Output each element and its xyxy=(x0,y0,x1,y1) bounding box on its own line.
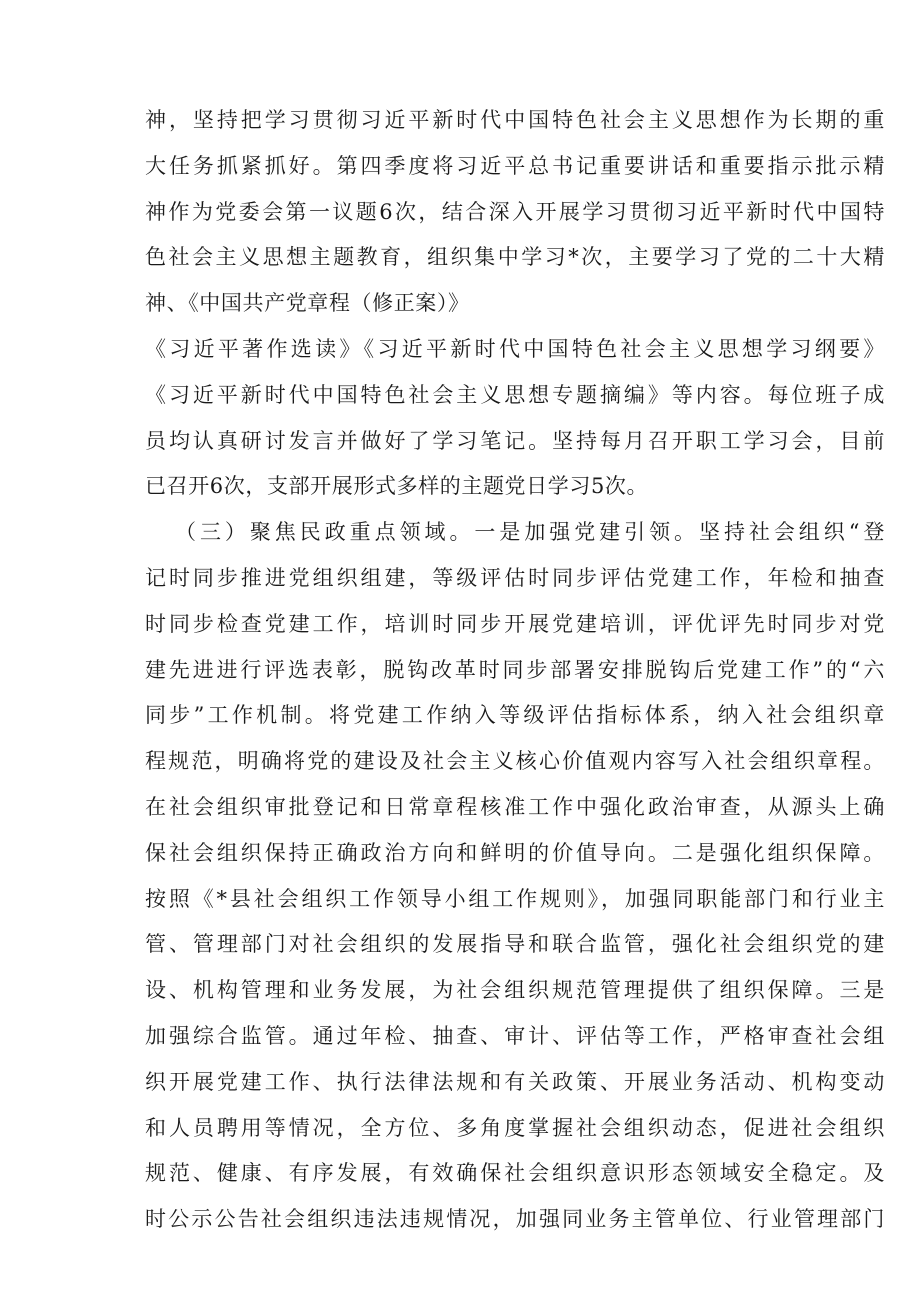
text-line: 加强综合监管。通过年检、抽查、审计、评估等工作，严格审查社会组 xyxy=(145,1023,885,1048)
text-line: 已召开6次，支部开展形式多样的主题党日学习5次。 xyxy=(145,474,649,499)
text-line: 在社会组织审批登记和日常章程核准工作中强化政治审查，从源头上确 xyxy=(145,794,885,819)
text-line: 程规范，明确将党的建设及社会主义核心价值观内容写入社会组织章程。 xyxy=(145,749,885,774)
text-line: 管、管理部门对社会组织的发展指导和联合监管，强化社会组织党的建 xyxy=(145,932,885,957)
text-line: 同步”工作机制。将党建工作纳入等级评估指标体系，纳入社会组织章 xyxy=(145,703,885,728)
body-text xyxy=(145,98,885,1243)
text-line: 织开展党建工作、执行法律法规和有关政策、开展业务活动、机构变动 xyxy=(145,1069,885,1094)
text-line: 时公示公告社会组织违法违规情况，加强同业务主管单位、行业管理部门 xyxy=(145,1207,885,1232)
text-line: 神，坚持把学习贯彻习近平新时代中国特色社会主义思想作为长期的重 xyxy=(145,108,885,132)
text-line: 规范、健康、有序发展，有效确保社会组织意识形态领域安全稳定。及 xyxy=(145,1161,885,1186)
text-line: 神、《中国共产党章程（修正案）》 xyxy=(145,291,470,316)
text-line: 记时同步推进党组织组建，等级评估时同步评估党建工作，年检和抽查 xyxy=(145,565,885,590)
text-line: 大任务抓紧抓好。第四季度将习近平总书记重要讲话和重要指示批示精 xyxy=(145,153,885,178)
text-line: 按照《*县社会组织工作领导小组工作规则》，加强同职能部门和行业主 xyxy=(145,886,885,911)
text-line: 建先进进行评选表彰，脱钩改革时同步部署安排脱钩后党建工作”的“六 xyxy=(145,657,885,682)
text-line: 和人员聘用等情况，全方位、多角度掌握社会组织动态，促进社会组织 xyxy=(145,1115,885,1140)
text-line: 《习近平著作选读》《习近平新时代中国特色社会主义思想学习纲要》 xyxy=(145,336,885,361)
text-line: 时同步检查党建工作，培训时同步开展党建培训，评优评先时同步对党 xyxy=(145,611,885,636)
section-heading-line: （三）聚焦民政重点领域。一是加强党建引领。坚持社会组织“登 xyxy=(175,520,885,545)
text-line: 《习近平新时代中国特色社会主义思想专题摘编》等内容。每位班子成 xyxy=(145,382,885,407)
text-line: 神作为党委会第一议题6次，结合深入开展学习贯彻习近平新时代中国特 xyxy=(145,199,885,224)
text-line: 色社会主义思想主题教育，组织集中学习*次，主要学习了党的二十大精 xyxy=(145,245,885,270)
text-line: 员均认真研讨发言并做好了学习笔记。坚持每月召开职工学习会，目前 xyxy=(145,428,885,453)
text-line: 设、机构管理和业务发展，为社会组织规范管理提供了组织保障。三是 xyxy=(145,978,885,1003)
text-line: 保社会组织保持正确政治方向和鲜明的价值导向。二是强化组织保障。 xyxy=(145,840,885,865)
